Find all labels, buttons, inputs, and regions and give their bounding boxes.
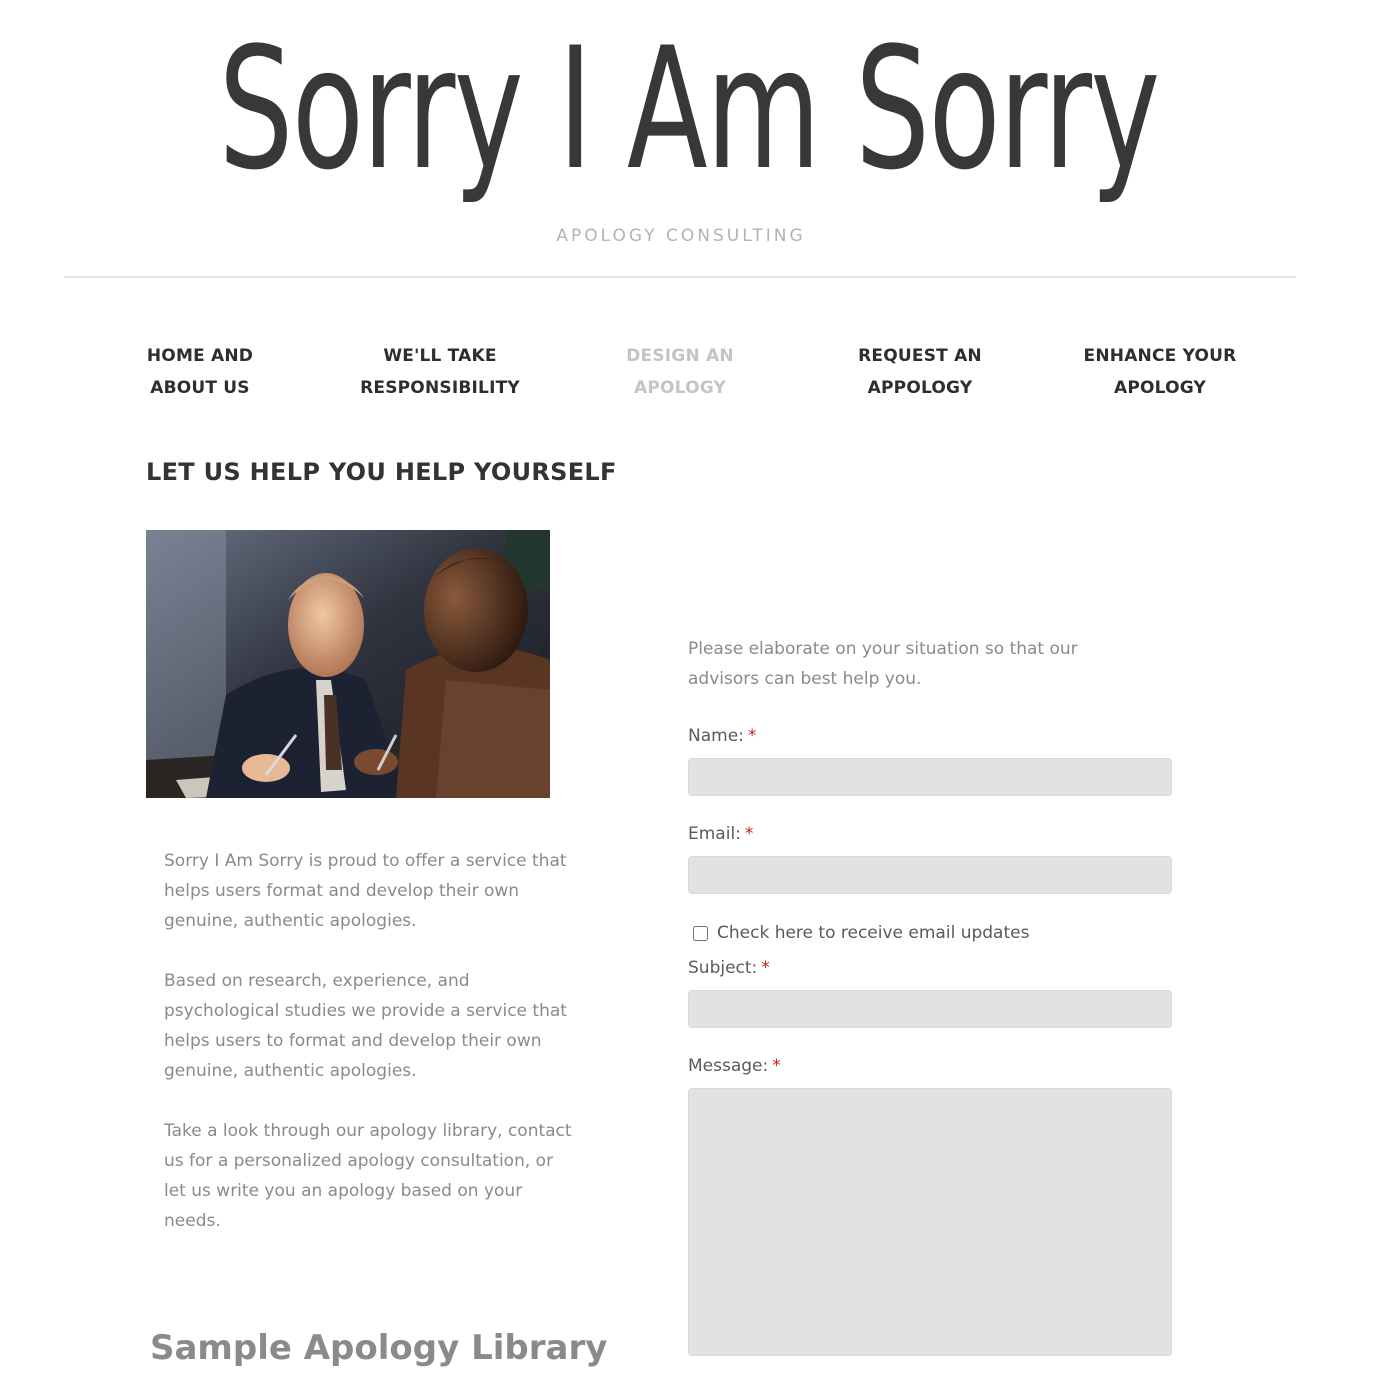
- intro-paragraph: Based on research, experience, and psychological studies we provide a service that helps users to format and develop their own genuine, authentic apologies.: [164, 971, 567, 1081]
- sample-apology-library-heading[interactable]: Sample Apology Library: [150, 1328, 608, 1368]
- nav-item-request-an-appology[interactable]: [800, 340, 1040, 404]
- nav-item-line: RESPONSIBILITY: [360, 378, 520, 398]
- nav-item-line: APOLOGY: [1113, 378, 1207, 398]
- nav-item-design-an-apology[interactable]: [560, 340, 800, 404]
- email-input[interactable]: [688, 856, 1172, 894]
- subject-label-text: Subject:: [688, 958, 758, 978]
- nav-item-line: APPOLOGY: [867, 378, 973, 398]
- email-updates-row: [693, 920, 1029, 946]
- message-textarea[interactable]: [688, 1088, 1172, 1356]
- photo-illustration: [146, 530, 550, 798]
- nav-item-well-take-responsibility[interactable]: [320, 340, 560, 404]
- section-heading: LET US HELP YOU HELP YOURSELF: [146, 458, 617, 486]
- site-title[interactable]: Sorry I Am Sorry: [218, 11, 1159, 207]
- required-marker: *: [747, 726, 757, 746]
- nav-item-line: HOME AND: [146, 346, 254, 366]
- site-tagline: APOLOGY CONSULTING: [556, 226, 806, 246]
- message-label-text: Message:: [688, 1056, 769, 1076]
- email-label-text: Email:: [688, 824, 741, 844]
- nav-item-line: WE'LL TAKE: [383, 346, 497, 366]
- intro-paragraph: Sorry I Am Sorry is proud to offer a service that helps users format and develop their own genuine, authentic apologies.: [164, 851, 567, 931]
- email-updates-checkbox[interactable]: [693, 926, 708, 941]
- subject-label: [688, 958, 770, 978]
- nav-item-line: REQUEST AN: [858, 346, 982, 366]
- nav-item-enhance-your-apology[interactable]: [1040, 340, 1280, 404]
- name-input[interactable]: [688, 758, 1172, 796]
- main-navigation: [80, 340, 1280, 410]
- subject-input[interactable]: [688, 990, 1172, 1028]
- nav-item-line: ENHANCE YOUR: [1083, 346, 1237, 366]
- intro-paragraph: Take a look through our apology library, contact us for a personalized apology consultation, or let us write you an apology based on your needs.: [164, 1121, 572, 1231]
- header-divider: [64, 276, 1296, 278]
- nav-item-home-and-about-us[interactable]: [80, 340, 320, 404]
- intro-text: [164, 846, 574, 1266]
- message-label: [688, 1056, 781, 1076]
- nav-item-line: ABOUT US: [150, 378, 250, 398]
- required-marker: *: [761, 958, 770, 978]
- email-label: [688, 824, 753, 844]
- form-intro: Please elaborate on your situation so that our advisors can best help you.: [688, 639, 1078, 689]
- required-marker: *: [744, 824, 754, 844]
- name-label-text: Name:: [688, 726, 744, 746]
- email-updates-label[interactable]: Check here to receive email updates: [717, 923, 1030, 943]
- nav-item-line: APOLOGY: [633, 378, 727, 398]
- business-meeting-photo: [146, 530, 550, 798]
- nav-item-line: DESIGN AN: [626, 346, 734, 366]
- required-marker: *: [772, 1056, 781, 1076]
- name-label: [688, 726, 756, 746]
